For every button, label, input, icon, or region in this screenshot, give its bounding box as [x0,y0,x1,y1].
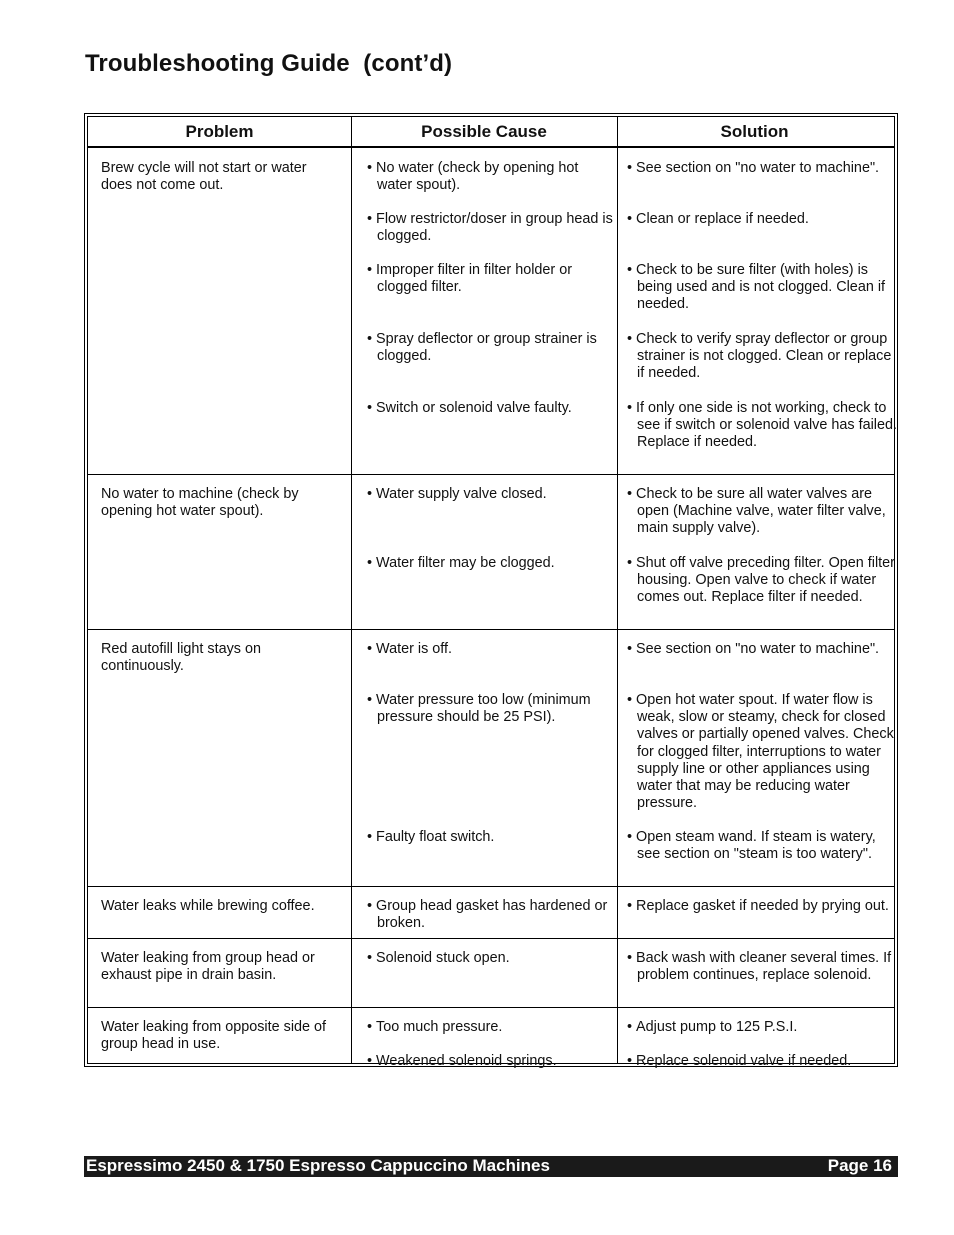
solution-item: • Back wash with cleaner several times. If problem continues, replace solenoid. [627,950,899,984]
solution-item: • Check to verify spray deflector or group strainer is not clogged. Clean or replace if needed. [627,331,899,383]
solution-item: • Shut off valve preceding filter. Open filter housing. Open valve to check if water comes out. Replace filter if needed. [627,555,899,607]
problem-cell: Brew cycle will not start or water does not come out. [101,160,307,194]
cause-item: • Water filter may be clogged. [367,555,615,572]
solution-item: • Clean or replace if needed. [627,211,899,228]
solution-item: • Adjust pump to 125 P.S.I. [627,1019,899,1036]
cause-item: • Weakened solenoid springs. [367,1053,615,1070]
cause-item: • Switch or solenoid valve faulty. [367,400,615,417]
solution-item: • Open hot water spout. If water flow is weak, slow or steamy, check for closed valves or partially opened valves. Check for clogged filter, interruptions to water supply line or other appliances using water that may be reducing water pressure. [627,692,899,812]
table-row [88,1007,894,1069]
problem-cell: Water leaking from group head or exhaust pipe in drain basin. [101,950,315,984]
solution-item: • If only one side is not working, check to see if switch or solenoid valve has failed. Replace if needed. [627,400,899,452]
solution-item: • Open steam wand. If steam is watery, see section on "steam is too watery". [627,829,899,863]
solution-item: • See section on "no water to machine". [627,641,899,658]
cause-item: • Too much pressure. [367,1019,615,1036]
solution-item: • Check to be sure filter (with holes) is being used and is not clogged. Clean if needed. [627,262,899,314]
table-row [88,148,897,475]
cause-item: • Flow restrictor/doser in group head is clogged. [367,211,615,245]
problem-cell: Water leaks while brewing coffee. [101,898,315,914]
cause-item: • Spray deflector or group strainer is clogged. [367,331,615,365]
solution-item: • Check to be sure all water valves are open (Machine valve, water filter valve, main supply valve). [627,486,899,538]
page-number: Page 16 [827,1156,892,1175]
cause-item: • No water (check by opening hot water spout). [367,160,615,194]
header-possible-cause: Possible Cause [421,122,547,141]
solution-item: • See section on "no water to machine". [627,160,899,177]
footer-title: Espressimo 2450 & 1750 Espresso Cappuccino Machines [86,1156,550,1175]
solution-item: • Replace gasket if needed by prying out. [627,898,899,915]
cause-item: • Group head gasket has hardened or broken. [367,898,615,932]
cause-item: • Faulty float switch. [367,829,615,846]
problem-cell: Water leaking from opposite side of group head in use. [101,1019,327,1053]
cause-item: • Water is off. [367,641,615,658]
problem-cell: Red autofill light stays on continuously. [101,641,261,675]
header-solution: Solution [720,122,789,141]
solution-item: • Replace solenoid valve if needed. [627,1053,899,1070]
troubleshooting-table [84,113,898,1067]
table-header-row [88,117,894,148]
problem-cell: No water to machine (check by opening hot water spout). [101,486,299,520]
table-row [88,886,894,939]
cause-item: • Improper filter in filter holder or clogged filter. [367,262,615,296]
header-problem: Problem [185,122,254,141]
table-row [88,474,894,630]
cause-item: • Water supply valve closed. [367,486,615,503]
cause-item: • Solenoid stuck open. [367,950,615,967]
page-title: Troubleshooting Guide (cont’d) [85,50,453,77]
page-footer [84,1156,898,1177]
cause-item: • Water pressure too low (minimum pressure should be 25 PSI). [367,692,615,726]
table-row [88,629,894,887]
table-row [88,938,894,1008]
table-body [87,116,897,1069]
